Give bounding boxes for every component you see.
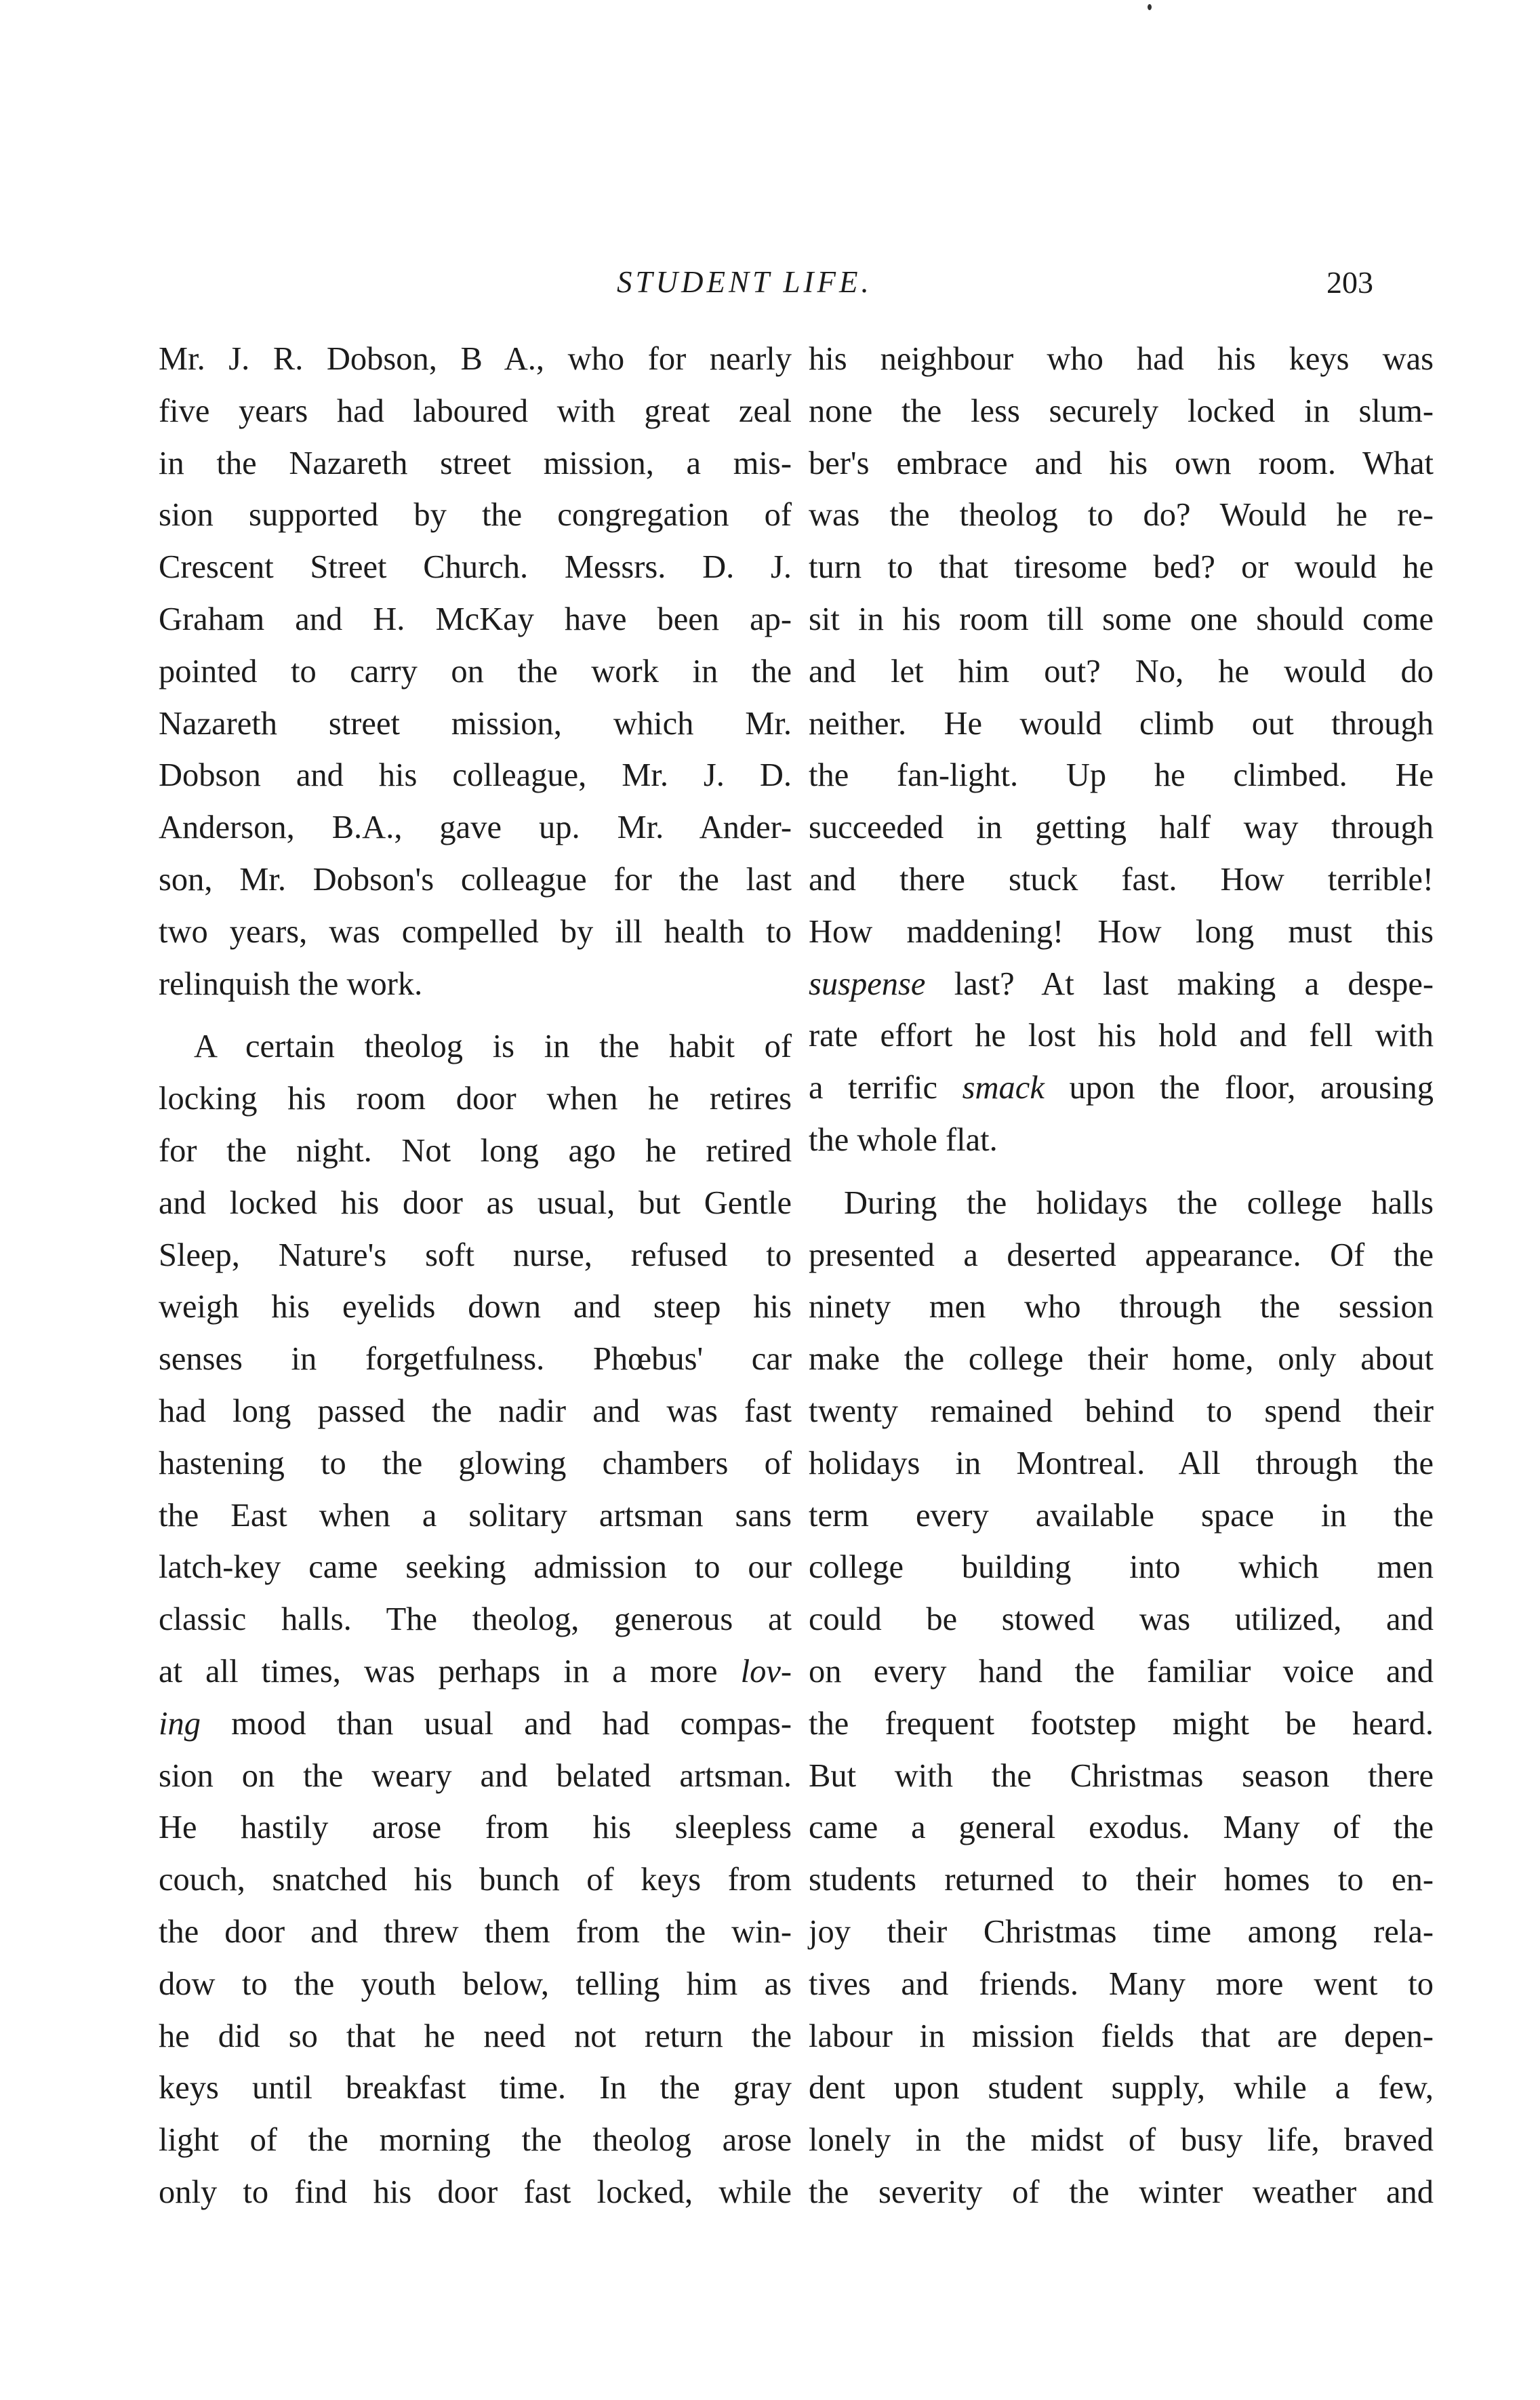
running-title: STUDENT LIFE. <box>617 265 872 299</box>
text-line: rate effort he lost his hold and fell with <box>809 1018 1434 1054</box>
text-line: college building into which men <box>809 1549 1434 1586</box>
text-line: and there stuck fast. How terrible! <box>809 861 1434 898</box>
text-line: A certain theolog is in the habit of <box>194 1028 792 1065</box>
text-line: turn to that tiresome bed? or would he <box>809 549 1434 586</box>
text-line: the severity of the winter weather and <box>809 2174 1434 2210</box>
text-line: son, Mr. Dobson's colleague for the last <box>159 861 792 898</box>
text-line: only to find his door fast locked, while <box>159 2174 792 2210</box>
text-line: and let him out? No, he would do <box>809 653 1434 689</box>
text-line: joy their Christmas time among rela- <box>809 1913 1434 1950</box>
text-line: hastening to the glowing chambers of <box>159 1445 792 1481</box>
text-line: dow to the youth below, telling him as <box>159 1965 792 2002</box>
text-line: couch, snatched his bunch of keys from <box>159 1862 792 1898</box>
text-line: senses in forgetfulness. Phœbus' car <box>159 1341 792 1378</box>
text-line: Mr. J. R. Dobson, B A., who for nearly <box>159 341 792 377</box>
text-line: sion on the weary and belated artsman. <box>159 1757 792 1794</box>
text-line: classic halls. The theolog, generous at <box>159 1601 792 1638</box>
text-line: locking his room door when he retires <box>159 1081 792 1117</box>
text-line: term every available space in the <box>809 1497 1434 1534</box>
text-line: sion supported by the congregation of <box>159 497 792 534</box>
text-line: Graham and H. McKay have been ap- <box>159 601 792 637</box>
page-number: 203 <box>1326 265 1373 300</box>
text-line: at all times, was perhaps in a more lov- <box>159 1653 792 1689</box>
text-line: and locked his door as usual, but Gentle <box>159 1184 792 1221</box>
text-line: How maddening! How long must this <box>809 913 1434 950</box>
text-line: pointed to carry on the work in the <box>159 653 792 689</box>
text-line: presented a deserted appearance. Of the <box>809 1237 1434 1273</box>
paragraph <box>159 334 792 1010</box>
text-line: relinquish the work. <box>159 965 423 1002</box>
text-line: ing mood than usual and had compas- <box>159 1705 792 1742</box>
text-line: the whole flat. <box>809 1121 998 1158</box>
text-line: in the Nazareth street mission, a mis- <box>159 445 792 481</box>
text-line: for the night. Not long ago he retired <box>159 1132 792 1169</box>
text-line: on every hand the familiar voice and <box>809 1653 1434 1689</box>
text-line: holidays in Montreal. All through the <box>809 1445 1434 1481</box>
text-line: was the theolog to do? Would he re- <box>809 497 1434 534</box>
text-line: came a general exodus. Many of the <box>809 1809 1434 1846</box>
text-line: the frequent footstep might be heard. <box>809 1705 1434 1742</box>
text-line: could be stowed was utilized, and <box>809 1601 1434 1638</box>
text-line: ber's embrace and his own room. What <box>809 445 1434 481</box>
text-line: He hastily arose from his sleepless <box>159 1809 792 1846</box>
text-line: sit in his room till some one should come <box>809 601 1434 637</box>
paragraph <box>809 334 1434 1167</box>
ink-speck <box>1148 4 1152 10</box>
right-column <box>809 334 1434 2219</box>
text-line: neither. He would climb out through <box>809 705 1434 742</box>
text-line: Crescent Street Church. Messrs. D. J. <box>159 549 792 586</box>
text-line: had long passed the nadir and was fast <box>159 1393 792 1429</box>
text-line: Anderson, B.A., gave up. Mr. Ander- <box>159 809 792 846</box>
text-line: two years, was compelled by ill health to <box>159 913 792 950</box>
text-line: Nazareth street mission, which Mr. <box>159 705 792 742</box>
text-line: none the less securely locked in slum- <box>809 393 1434 429</box>
text-line: succeeded in getting half way through <box>809 809 1434 846</box>
text-line: the fan-light. Up he climbed. He <box>809 757 1434 794</box>
text-line: dent upon student supply, while a few, <box>809 2070 1434 2106</box>
text-line: Sleep, Nature's soft nurse, refused to <box>159 1237 792 1273</box>
text-line: the door and threw them from the win- <box>159 1913 792 1950</box>
text-line: make the college their home, only about <box>809 1341 1434 1378</box>
text-line: weigh his eyelids down and steep his <box>159 1289 792 1325</box>
text-line: latch-key came seeking admission to our <box>159 1549 792 1586</box>
left-column <box>159 334 792 2219</box>
running-head <box>0 264 1540 312</box>
text-line: During the holidays the college halls <box>844 1184 1434 1221</box>
text-line: ninety men who through the session <box>809 1289 1434 1325</box>
text-line: a terrific smack upon the floor, arousing <box>809 1070 1434 1106</box>
text-line: lonely in the midst of busy life, braved <box>809 2122 1434 2159</box>
text-line: labour in mission fields that are depen- <box>809 2018 1434 2054</box>
text-line: Dobson and his colleague, Mr. J. D. <box>159 757 792 794</box>
text-line: But with the Christmas season there <box>809 1757 1434 1794</box>
text-line: his neighbour who had his keys was <box>809 341 1434 377</box>
text-line: twenty remained behind to spend their <box>809 1393 1434 1429</box>
paragraph <box>809 1178 1434 2219</box>
paragraph <box>159 1021 792 2218</box>
text-line: keys until breakfast time. In the gray <box>159 2070 792 2106</box>
text-line: five years had laboured with great zeal <box>159 393 792 429</box>
text-line: suspense last? At last making a despe- <box>809 965 1434 1002</box>
text-line: the East when a solitary artsman sans <box>159 1497 792 1534</box>
text-line: students returned to their homes to en- <box>809 1862 1434 1898</box>
text-line: light of the morning the theolog arose <box>159 2122 792 2159</box>
text-line: tives and friends. Many more went to <box>809 1965 1434 2002</box>
text-line: he did so that he need not return the <box>159 2018 792 2054</box>
